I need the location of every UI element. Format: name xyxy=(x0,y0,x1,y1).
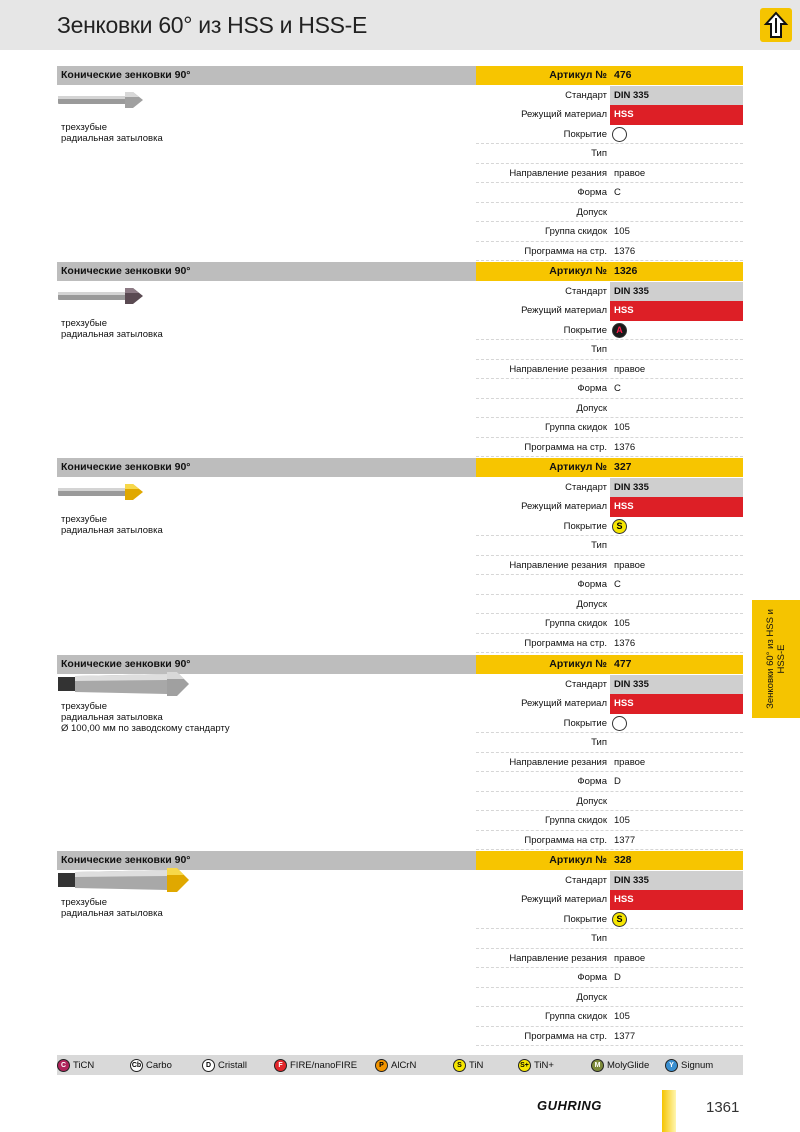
row-direction xyxy=(476,164,743,184)
section-title: Конические зенковки 90° xyxy=(61,854,191,866)
value-direction: правое xyxy=(614,167,646,179)
label-discount: Группа скидок xyxy=(545,618,607,629)
value-direction: правое xyxy=(614,363,646,375)
value-program: 1376 xyxy=(614,637,636,649)
value-form: C xyxy=(614,579,621,590)
row-standard xyxy=(476,86,743,106)
value-standard: DIN 335 xyxy=(614,285,649,297)
label-program: Программа на стр. xyxy=(524,245,607,257)
row-coating xyxy=(476,321,743,341)
description-line: трехзубые xyxy=(61,897,108,908)
product-section xyxy=(57,655,743,851)
row-coating xyxy=(476,714,743,734)
value-form: C xyxy=(614,187,621,198)
row-material xyxy=(476,497,743,517)
value-program: 1376 xyxy=(614,245,636,257)
description-line: радиальная затыловка xyxy=(61,329,163,340)
countersink-drawing xyxy=(57,286,147,306)
row-program xyxy=(476,438,743,458)
legend-label: AlCrN xyxy=(391,1059,417,1071)
value-standard: DIN 335 xyxy=(614,89,649,101)
footer-accent-bar xyxy=(662,1090,676,1132)
value-form: D xyxy=(614,972,621,983)
coating-icon xyxy=(612,716,627,731)
label-tolerance: Допуск xyxy=(576,991,607,1003)
legend-item xyxy=(453,1058,483,1072)
row-tolerance xyxy=(476,399,743,419)
tool-image xyxy=(57,671,192,702)
label-material: Режущий материал xyxy=(521,894,607,905)
description-line: радиальная затыловка xyxy=(61,712,163,723)
coating-icon xyxy=(612,127,627,142)
label-material: Режущий материал xyxy=(521,698,607,709)
label-discount: Группа скидок xyxy=(545,422,607,433)
legend-label: Carbo xyxy=(146,1059,172,1071)
row-tolerance xyxy=(476,595,743,615)
label-standard: Стандарт xyxy=(565,285,607,297)
value-material: HSS xyxy=(614,698,634,709)
description-line: трехзубые xyxy=(61,122,108,133)
row-discount xyxy=(476,1007,743,1027)
row-program xyxy=(476,242,743,262)
value-standard: DIN 335 xyxy=(614,874,649,886)
coating-badge-icon: S xyxy=(453,1059,466,1072)
row-coating xyxy=(476,517,743,537)
value-article: 1326 xyxy=(614,265,638,277)
value-discount: 105 xyxy=(614,422,630,433)
product-description xyxy=(61,897,163,919)
legend-item xyxy=(665,1058,713,1072)
label-type: Тип xyxy=(591,148,607,159)
coating-badge-icon: D xyxy=(202,1059,215,1072)
legend-label: FIRE/nanoFIRE xyxy=(290,1059,358,1071)
row-article xyxy=(476,655,743,675)
label-article: Артикул № xyxy=(549,265,607,277)
label-program: Программа на стр. xyxy=(524,441,607,453)
page-number: 1361 xyxy=(706,1099,740,1116)
description-line: Ø 100,00 мм по заводскому стандарту xyxy=(61,723,230,734)
footer-brand: GUHRING xyxy=(537,1098,602,1113)
product-section xyxy=(57,262,743,458)
label-article: Артикул № xyxy=(549,854,607,866)
side-chapter-tab[interactable] xyxy=(752,600,800,718)
label-direction: Направление резания xyxy=(509,363,607,375)
label-form: Форма xyxy=(577,776,607,787)
product-description xyxy=(61,122,163,144)
label-coating: Покрытие xyxy=(563,520,607,532)
page-header xyxy=(0,0,800,50)
row-standard xyxy=(476,675,743,695)
label-tolerance: Допуск xyxy=(576,206,607,218)
value-direction: правое xyxy=(614,559,646,571)
row-coating xyxy=(476,910,743,930)
product-section xyxy=(57,851,743,1047)
row-material xyxy=(476,105,743,125)
value-article: 476 xyxy=(614,69,632,81)
row-direction xyxy=(476,753,743,773)
value-article: 327 xyxy=(614,461,632,473)
label-material: Режущий материал xyxy=(521,501,607,512)
value-form: D xyxy=(614,776,621,787)
row-type xyxy=(476,536,743,556)
row-article xyxy=(476,851,743,871)
value-material: HSS xyxy=(614,305,634,316)
row-program xyxy=(476,1027,743,1047)
tool-image xyxy=(57,482,147,507)
brand-logo-icon xyxy=(760,8,792,42)
legend-label: TiN xyxy=(469,1059,484,1071)
section-title: Конические зенковки 90° xyxy=(61,69,191,81)
legend-item xyxy=(274,1058,357,1072)
row-article xyxy=(476,66,743,86)
row-form xyxy=(476,379,743,399)
value-standard: DIN 335 xyxy=(614,678,649,690)
section-title: Конические зенковки 90° xyxy=(61,658,191,670)
legend-label: Signum xyxy=(681,1059,714,1071)
label-direction: Направление резания xyxy=(509,167,607,179)
label-direction: Направление резания xyxy=(509,756,607,768)
legend-label: MolyGlide xyxy=(607,1059,650,1071)
row-standard xyxy=(476,871,743,891)
product-description xyxy=(61,318,163,340)
tool-image xyxy=(57,90,147,115)
label-article: Артикул № xyxy=(549,461,607,473)
row-direction xyxy=(476,949,743,969)
row-form xyxy=(476,183,743,203)
label-coating: Покрытие xyxy=(563,717,607,729)
label-coating: Покрытие xyxy=(563,913,607,925)
value-article: 328 xyxy=(614,854,632,866)
label-discount: Группа скидок xyxy=(545,226,607,237)
legend-label: TiN+ xyxy=(534,1059,554,1071)
description-line: радиальная затыловка xyxy=(61,133,163,144)
section-title: Конические зенковки 90° xyxy=(61,461,191,473)
row-tolerance xyxy=(476,203,743,223)
description-line: радиальная затыловка xyxy=(61,908,163,919)
countersink-drawing xyxy=(57,671,192,697)
row-article xyxy=(476,458,743,478)
value-program: 1376 xyxy=(614,441,636,453)
label-coating: Покрытие xyxy=(563,128,607,140)
label-standard: Стандарт xyxy=(565,874,607,886)
value-material: HSS xyxy=(614,501,634,512)
value-discount: 105 xyxy=(614,815,630,826)
label-program: Программа на стр. xyxy=(524,637,607,649)
page-title: Зенковки 60° из HSS и HSS-E xyxy=(57,12,368,38)
value-material: HSS xyxy=(614,109,634,120)
value-article: 477 xyxy=(614,658,632,670)
value-program: 1377 xyxy=(614,834,636,846)
row-discount xyxy=(476,811,743,831)
value-direction: правое xyxy=(614,756,646,768)
product-description xyxy=(61,514,163,536)
value-direction: правое xyxy=(614,952,646,964)
row-tolerance xyxy=(476,988,743,1008)
label-direction: Направление резания xyxy=(509,559,607,571)
row-material xyxy=(476,694,743,714)
coating-legend xyxy=(57,1055,743,1075)
row-discount xyxy=(476,614,743,634)
legend-label: Cristall xyxy=(218,1059,248,1071)
row-standard xyxy=(476,478,743,498)
row-form xyxy=(476,772,743,792)
product-section xyxy=(57,66,743,262)
label-form: Форма xyxy=(577,972,607,983)
coating-icon: S xyxy=(612,912,627,927)
label-type: Тип xyxy=(591,933,607,944)
description-line: трехзубые xyxy=(61,701,108,712)
row-discount xyxy=(476,418,743,438)
value-program: 1377 xyxy=(614,1030,636,1042)
row-standard xyxy=(476,282,743,302)
label-program: Программа на стр. xyxy=(524,1030,607,1042)
label-form: Форма xyxy=(577,383,607,394)
label-material: Режущий материал xyxy=(521,305,607,316)
row-coating xyxy=(476,125,743,145)
row-program xyxy=(476,831,743,851)
coating-icon: S xyxy=(612,519,627,534)
countersink-drawing xyxy=(57,482,147,502)
coating-badge-icon: Cb xyxy=(130,1059,143,1072)
row-material xyxy=(476,301,743,321)
value-discount: 105 xyxy=(614,226,630,237)
legend-item xyxy=(591,1058,649,1072)
row-type xyxy=(476,733,743,753)
row-type xyxy=(476,340,743,360)
tool-image xyxy=(57,286,147,311)
legend-item xyxy=(130,1058,172,1072)
coating-badge-icon: F xyxy=(274,1059,287,1072)
value-discount: 105 xyxy=(614,1011,630,1022)
row-form xyxy=(476,575,743,595)
label-program: Программа на стр. xyxy=(524,834,607,846)
legend-label: TiCN xyxy=(73,1059,95,1071)
label-discount: Группа скидок xyxy=(545,1011,607,1022)
label-discount: Группа скидок xyxy=(545,815,607,826)
coating-badge-icon: Y xyxy=(665,1059,678,1072)
row-form xyxy=(476,968,743,988)
product-section xyxy=(57,458,743,654)
coating-badge-icon: M xyxy=(591,1059,604,1072)
label-article: Артикул № xyxy=(549,69,607,81)
countersink-drawing xyxy=(57,90,147,110)
description-line: трехзубые xyxy=(61,318,108,329)
value-material: HSS xyxy=(614,894,634,905)
row-type xyxy=(476,929,743,949)
value-discount: 105 xyxy=(614,618,630,629)
countersink-drawing xyxy=(57,867,192,893)
row-direction xyxy=(476,360,743,380)
row-type xyxy=(476,144,743,164)
coating-badge-icon: C xyxy=(57,1059,70,1072)
label-standard: Стандарт xyxy=(565,678,607,690)
label-type: Тип xyxy=(591,344,607,355)
label-type: Тип xyxy=(591,540,607,551)
label-tolerance: Допуск xyxy=(576,795,607,807)
tool-image xyxy=(57,867,192,898)
label-standard: Стандарт xyxy=(565,89,607,101)
value-form: C xyxy=(614,383,621,394)
row-direction xyxy=(476,556,743,576)
row-material xyxy=(476,890,743,910)
coating-icon: A xyxy=(612,323,627,338)
row-article xyxy=(476,262,743,282)
row-tolerance xyxy=(476,792,743,812)
description-line: радиальная затыловка xyxy=(61,525,163,536)
description-line: трехзубые xyxy=(61,514,108,525)
legend-item xyxy=(518,1058,554,1072)
coating-badge-icon: S+ xyxy=(518,1059,531,1072)
label-tolerance: Допуск xyxy=(576,598,607,610)
label-form: Форма xyxy=(577,187,607,198)
label-material: Режущий материал xyxy=(521,109,607,120)
side-tab-label: Зенковки 60° из HSS и HSS-E xyxy=(765,609,787,709)
row-program xyxy=(476,634,743,654)
label-coating: Покрытие xyxy=(563,324,607,336)
label-standard: Стандарт xyxy=(565,481,607,493)
coating-badge-icon: P xyxy=(375,1059,388,1072)
value-standard: DIN 335 xyxy=(614,481,649,493)
label-tolerance: Допуск xyxy=(576,402,607,414)
legend-item xyxy=(202,1058,247,1072)
legend-item xyxy=(57,1058,94,1072)
row-discount xyxy=(476,222,743,242)
label-form: Форма xyxy=(577,579,607,590)
legend-item xyxy=(375,1058,416,1072)
label-direction: Направление резания xyxy=(509,952,607,964)
label-type: Тип xyxy=(591,737,607,748)
section-title: Конические зенковки 90° xyxy=(61,265,191,277)
label-article: Артикул № xyxy=(549,658,607,670)
product-description xyxy=(61,701,230,734)
